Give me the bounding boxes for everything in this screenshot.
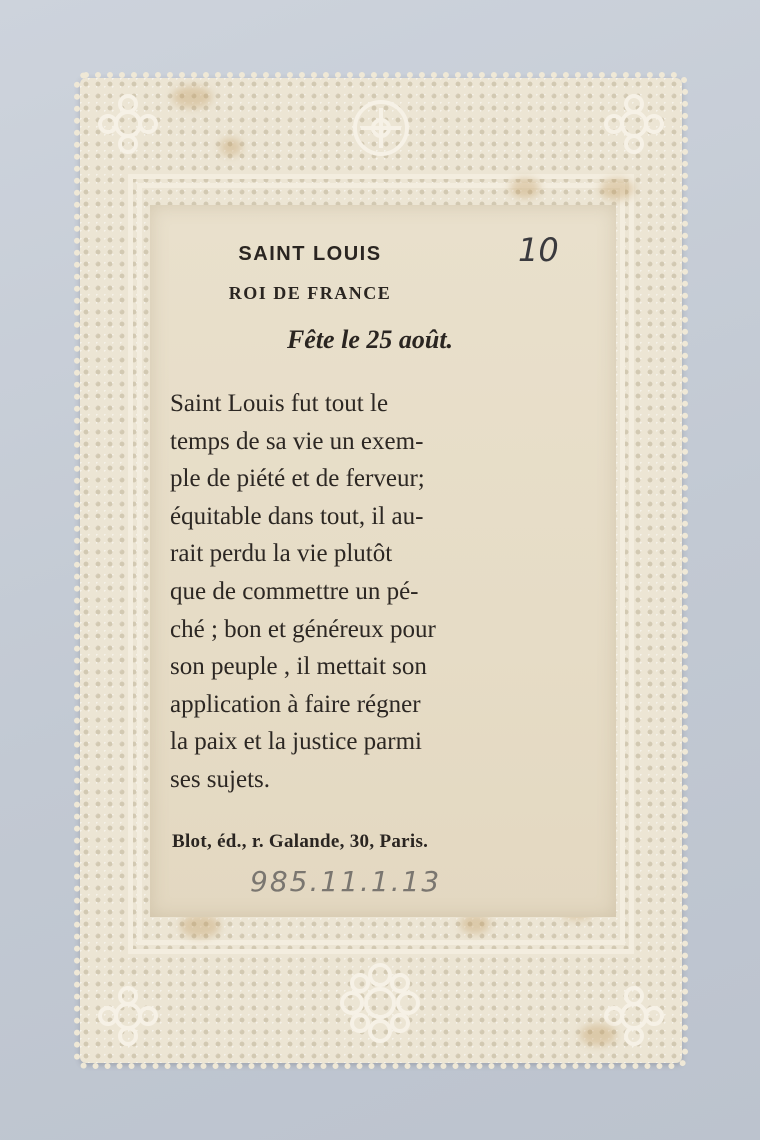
- foxing-stain: [600, 178, 634, 200]
- foxing-stain: [510, 178, 540, 198]
- inventory-number: 985.11.1.13: [250, 865, 442, 898]
- foxing-stain: [460, 914, 490, 934]
- lace-rosette-icon: [594, 84, 674, 164]
- foxing-stain: [580, 1024, 616, 1046]
- body-text: Saint Louis fut tout le temps de sa vie un exem- ple de piété et de ferveur; équitable dans tout, il au- rait perdu la vie plutôt que de commettre un pé- ché ; bon et généreux pour son peuple , il mettait son application à faire régner la paix et la justice parmi ses sujets.: [170, 390, 436, 793]
- foxing-stain: [180, 914, 220, 938]
- foxing-stain: [220, 138, 242, 156]
- lace-flower-medallion-icon: [330, 958, 430, 1048]
- lace-rosette-icon: [88, 84, 168, 164]
- card-title: SAINT LOUIS: [238, 243, 382, 265]
- lace-cross-medallion-icon: [336, 88, 426, 168]
- text-panel: [150, 205, 616, 917]
- publisher-imprint: Blot, éd., r. Galande, 30, Paris.: [172, 831, 429, 852]
- handwritten-number: 10: [518, 231, 559, 269]
- feast-day: Fête le 25 août.: [286, 325, 454, 354]
- card-subtitle: ROI DE FRANCE: [228, 283, 392, 303]
- foxing-stain: [172, 86, 212, 108]
- lace-rosette-icon: [88, 976, 168, 1056]
